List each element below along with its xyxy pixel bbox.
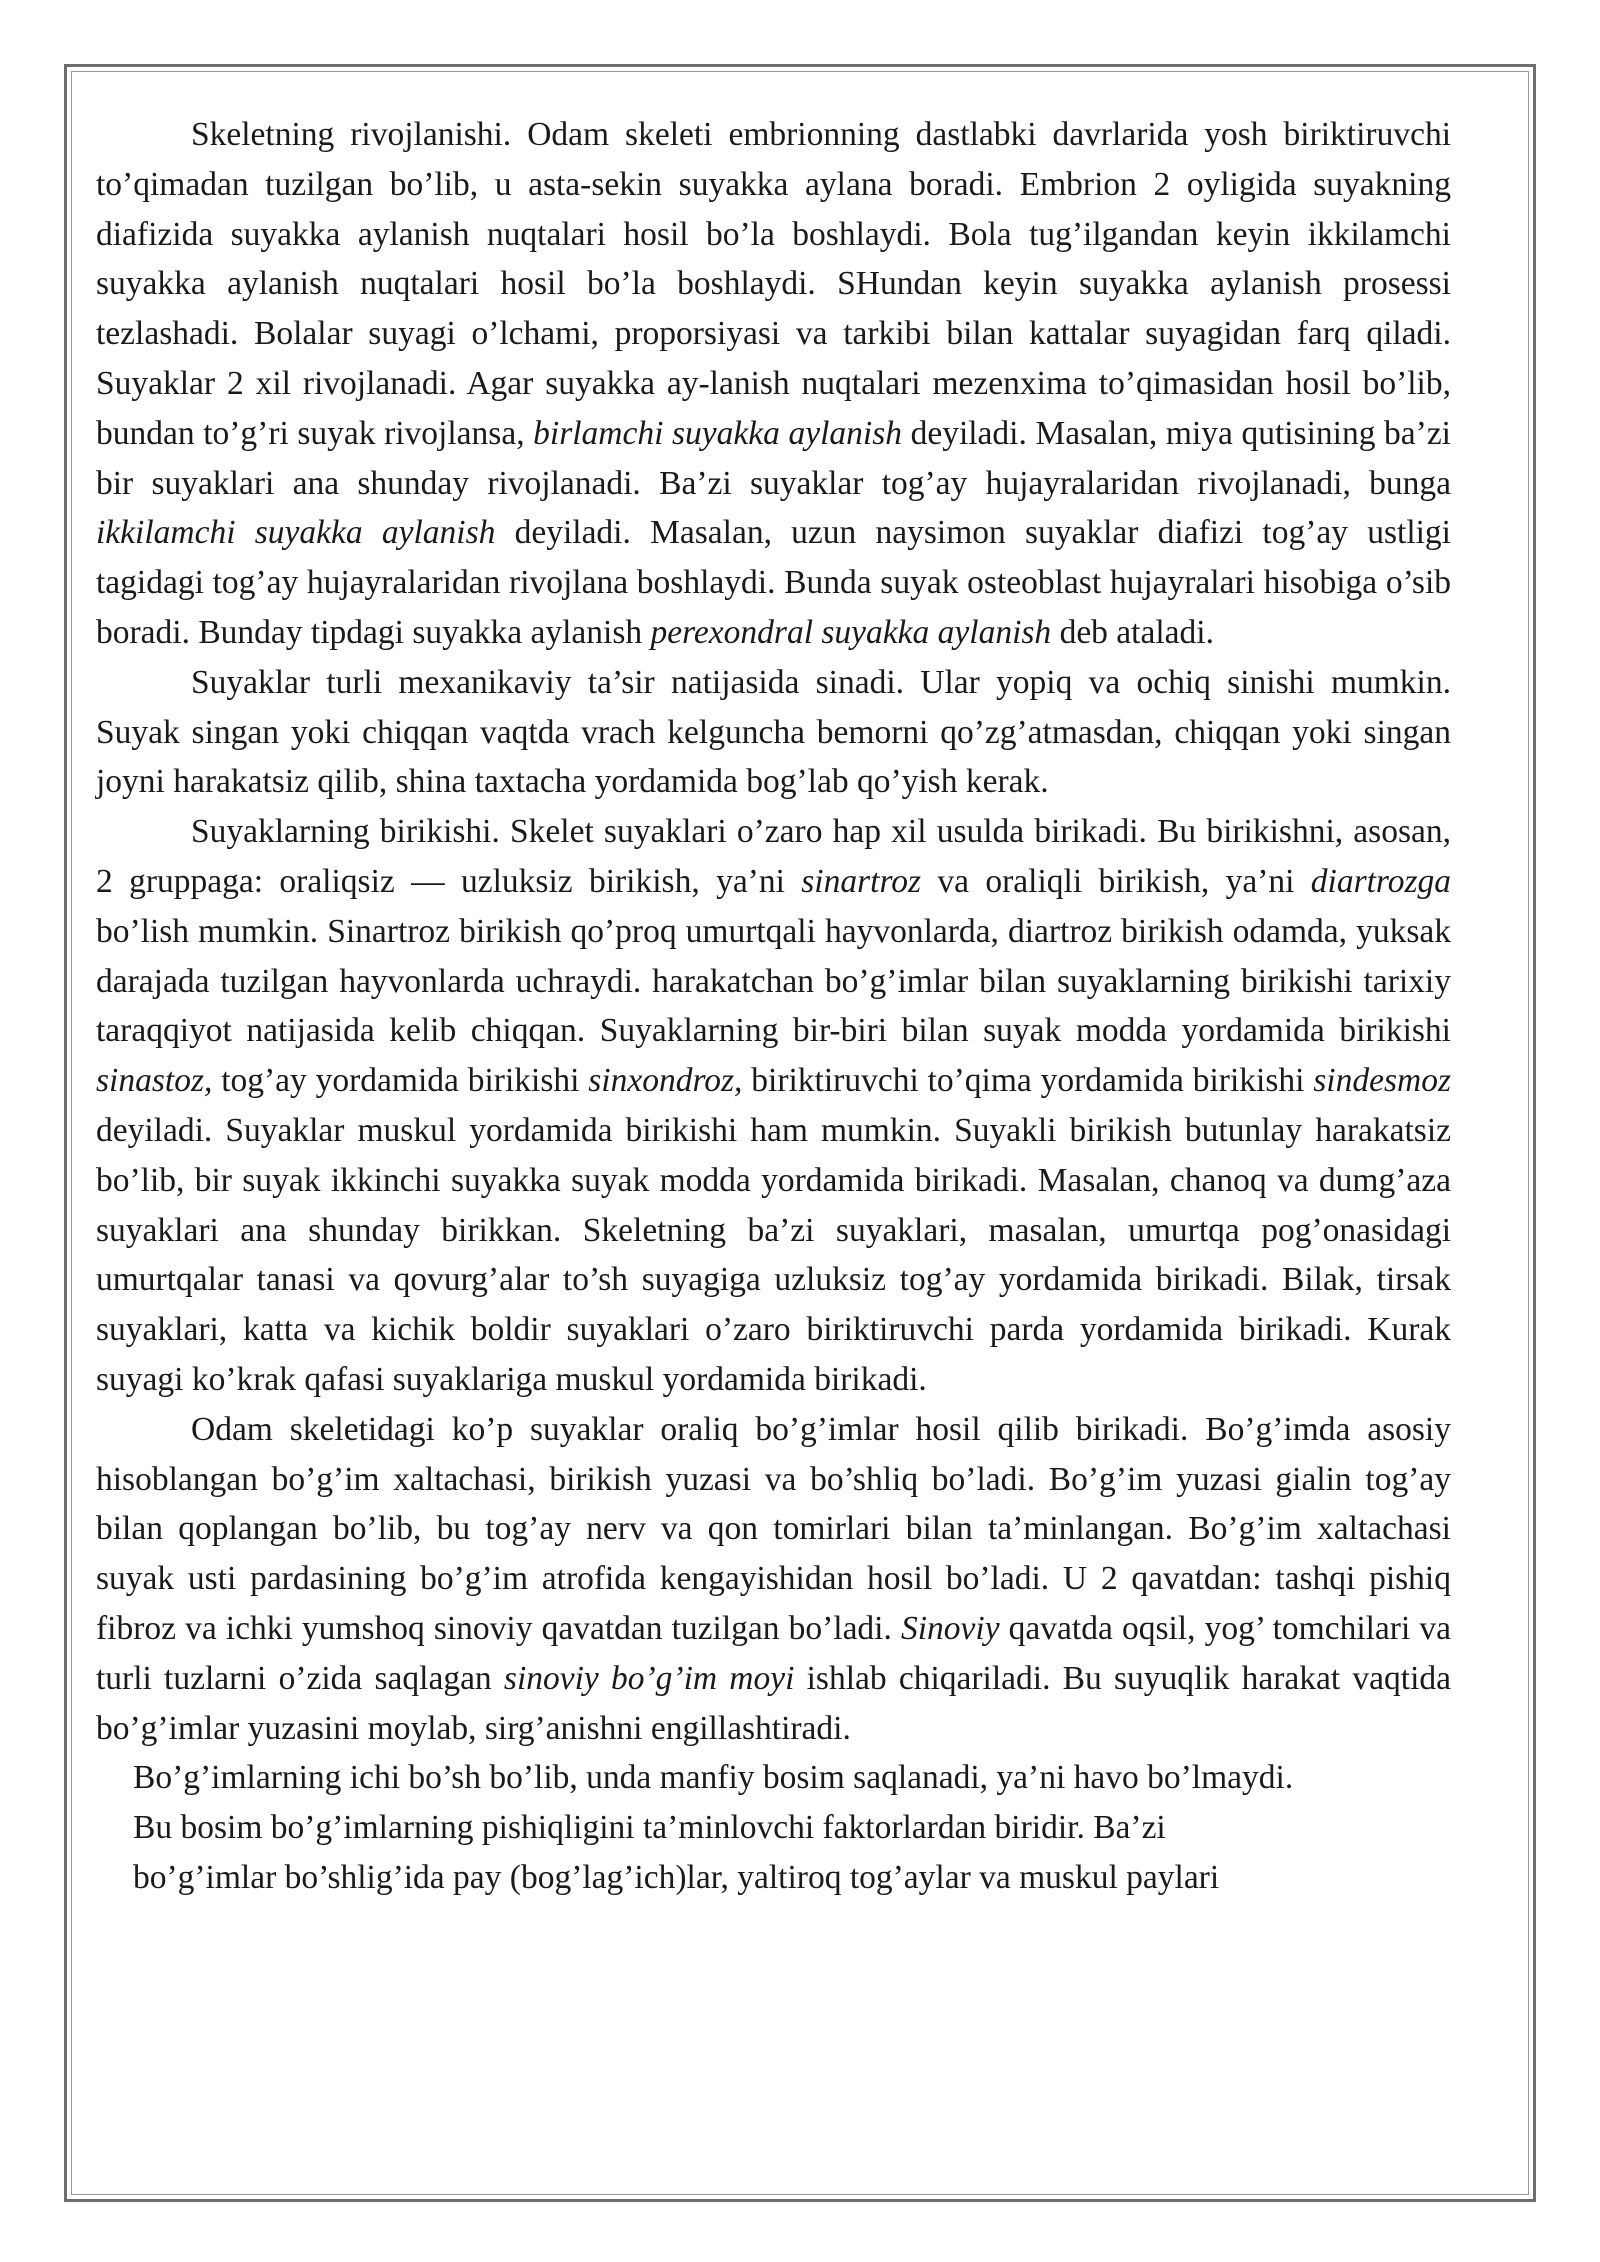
italic-term: sinoviy bo’g’im moyi — [503, 1659, 795, 1697]
text-run: deyiladi. Masalan, uzun naysimon suyaklar diafizi tog’ay ustligi tagidagi tog’ay hujayralaridan rivojlana boshlaydi. Bunda suyak osteoblast hujayralari hisobiga o’sib boradi. Bunday tipdagi suyakka aylanish — [96, 514, 1451, 651]
text-run: Skeletning rivojlanishi. Odam skeleti embrionning dastlabki davrlarida yosh biriktiruvchi to’qimadan tuzilgan bo’lib, u asta-sekin suyakka aylana boradi. Embrion 2 oyligida suyakning diafizida suyakka aylanish nuqtalari hosil bo’la boshlaydi. Bola tug’ilgandan keyin ikkilamchi suyakka aylanish nuqtalari hosil bo’la boshlaydi. SHundan keyin suyakka aylanish prosessi tezlashadi. Bolalar suyagi o’lchami, proporsiyasi va tarkibi bilan kattalar suyagidan farq qiladi. Suyaklar 2 xil rivojlanadi. Agar suyakka ay-lanish nuqtalari mezenxima to’qimasidan hosil bo’lib, bundan to’g’ri suyak rivojlansa, — [96, 116, 1451, 452]
text-run: biriktiruvchi to’qima yordamida birikishi — [742, 1062, 1314, 1100]
paragraph-fractures — [96, 658, 1451, 807]
text-run: deyiladi. Suyaklar muskul yordamida birikishi ham mumkin. Suyakli birikish butunlay harakatsiz bo’lib, bir suyak ikkinchi suyakka suyak modda yordamida birikadi. Masalan, chanoq va dumg’aza suyaklari ana shunday birikkan. Skeletning ba’zi suyaklari, masalan, umurtqa pog’onasidagi umurtqalar tanasi va qovurg’alar to’sh suyagiga uzluksiz tog’ay yordamida birikadi. Bilak, tirsak suyaklari, katta va kichik boldir suyaklari o’zaro biriktiruvchi parda yordamida birikadi. Kurak suyagi ko’krak qafasi suyaklariga muskul yordamida birikadi. — [96, 1111, 1451, 1398]
italic-term: ikkilamchi suyakka aylanish — [96, 514, 496, 552]
italic-term: sinxondroz, — [588, 1062, 743, 1100]
paragraph-skeleton-development — [96, 110, 1451, 658]
paragraph-joint-cavity — [133, 1753, 1451, 1902]
paragraph-bone-connections — [96, 807, 1451, 1405]
italic-term: perexondral suyakka aylanish — [650, 613, 1052, 651]
italic-term: sinartroz — [801, 862, 922, 900]
text-run: tog’ay yordamida birikishi — [212, 1062, 589, 1100]
text-line: Bu bosim bo’g’imlarning pishiqligini ta’minlovchi faktorlardan biridir. Ba’zi — [133, 1809, 1166, 1847]
italic-term: sindesmoz — [1313, 1062, 1451, 1100]
italic-term: sinastoz, — [96, 1062, 213, 1100]
text-run: Odam skeletidagi ko’p suyaklar oraliq bo’g’imlar hosil qilib birikadi. Bo’g’imda asosiy hisoblangan bo’g’im xaltachasi, birikish yuzasi va bo’shliq bo’ladi. Bo’g’im yuzasi gialin tog’ay bilan qoplangan bo’lib, bu tog’ay nerv va qon tomirlari bilan ta’minlangan. Bo’g’im xaltachasi suyak usti pardasining bo’g’im atrofida kengayishidan hosil bo’ladi. U 2 qavatdan: tashqi pishiq fibroz va ichki yumshoq sinoviy qavatdan tuzilgan bo’ladi. — [96, 1410, 1451, 1647]
text-line: bo’g’imlar bo’shlig’ida pay (bog’lag’ich)lar, yaltiroq tog’aylar va muskul paylari — [133, 1858, 1220, 1896]
document-body — [96, 110, 1451, 1903]
text-run: ishlab chiqariladi. Bu suyuqlik harakat vaqtida bo’g’imlar yuzasini moylab, sirg’anishni engillashtiradi. — [96, 1659, 1451, 1747]
italic-term: diartrozga — [1310, 862, 1452, 900]
text-run: qavatda oqsil, yog’ tomchilari va turli tuzlarni o’zida saqlagan — [96, 1609, 1451, 1697]
text-run: Suyaklar turli mexanikaviy ta’sir natijasida sinadi. Ular yopiq va ochiq sinishi mumkin. Suyak singan yoki chiqqan vaqtda vrach kelguncha bemorni qo’zg’atmasdan, chiqqan yoki singan joyni harakatsiz qilib, shina taxtacha yordamida bog’lab qo’yish kerak. — [96, 663, 1451, 801]
text-line: Bo’g’imlarning ichi bo’sh bo’lib, unda manfiy bosim saqlanadi, ya’ni havo bo’lmaydi. — [133, 1759, 1294, 1797]
italic-term: birlamchi suyakka aylanish — [533, 414, 902, 452]
italic-term: Sinoviy — [900, 1609, 1000, 1647]
paragraph-joints — [96, 1405, 1451, 1754]
text-run: bo’lish mumkin. Sinartroz birikish qo’proq umurtqali hayvonlarda, diartroz birikish odamda, yuksak darajada tuzilgan hayvonlarda uchraydi. harakatchan bo’g’imlar bilan suyaklarning birikishi tarixiy taraqqiyot natijasida kelib chiqqan. Suyaklarning bir-biri bilan suyak modda yordamida birikishi — [96, 912, 1451, 1050]
text-run: va oraliqli birikish, ya’ni — [921, 862, 1311, 900]
text-run: deb ataladi. — [1051, 613, 1214, 651]
text-run: Suyaklarning birikishi. Skelet suyaklari o’zaro hap xil usulda birikadi. Bu birikishni, asosan, 2 gruppaga: oraliqsiz — uzluksiz birikish, ya’ni — [96, 813, 1451, 900]
text-run: deyiladi. Masalan, miya qutisining ba’zi bir suyaklari ana shunday rivojlanadi. Ba’zi suyaklar tog’ay hujayralaridan rivojlanadi, bunga — [96, 414, 1451, 502]
